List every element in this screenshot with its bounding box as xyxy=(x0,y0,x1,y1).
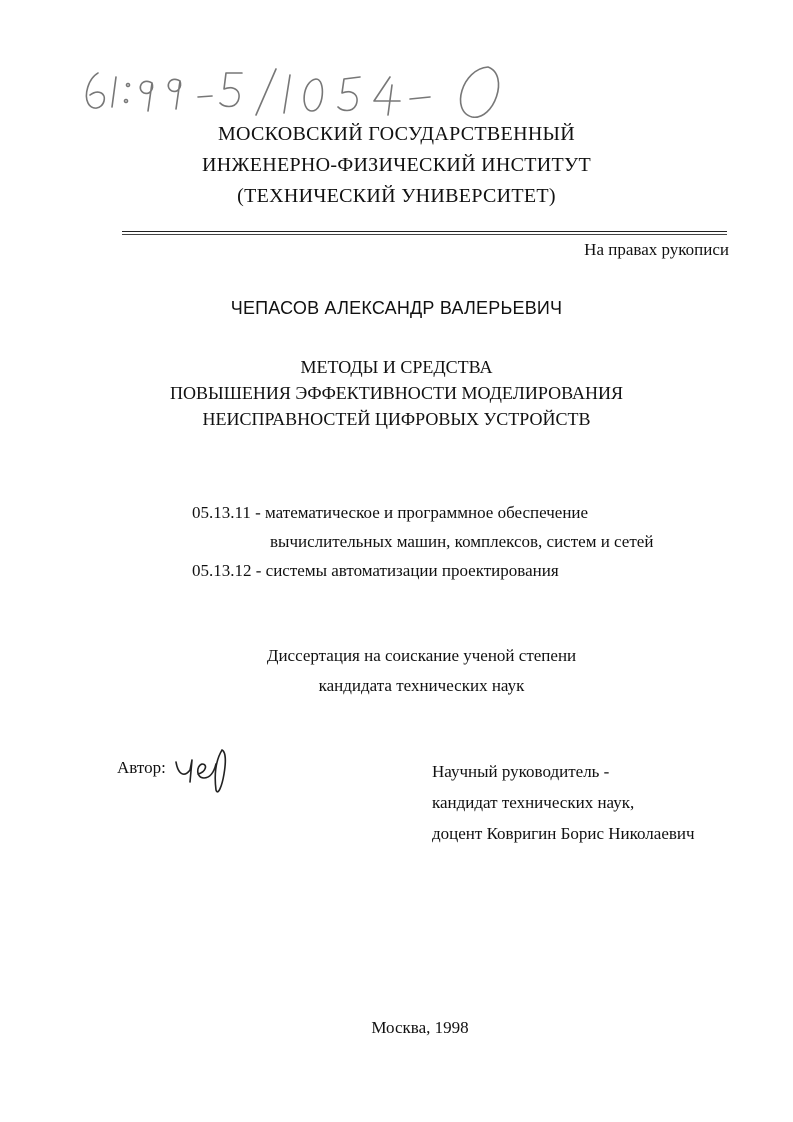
rights-note: На правах рукописи xyxy=(584,240,729,259)
title-line-2: ПОВЫШЕНИЯ ЭФФЕКТИВНОСТИ МОДЕЛИРОВАНИЯ xyxy=(170,383,623,403)
header-divider xyxy=(122,231,727,232)
header-divider-second xyxy=(122,234,727,235)
supervisor-line-2: кандидат технических наук, xyxy=(432,793,635,812)
title-line-1: МЕТОДЫ И СРЕДСТВА xyxy=(300,357,493,377)
specialty-line-2: вычислительных машин, комплексов, систем и сетей xyxy=(270,532,654,551)
supervisor-line-3: доцент Ковригин Борис Николаевич xyxy=(432,824,695,843)
institution-block xyxy=(0,119,793,212)
supervisor-line-1: Научный руководитель - xyxy=(432,762,610,781)
dissertation-degree xyxy=(0,641,793,701)
supervisor-block xyxy=(432,756,695,849)
institution-line-3: (ТЕХНИЧЕСКИЙ УНИВЕРСИТЕТ) xyxy=(237,185,556,207)
specialty-line-3: 05.13.12 - системы автоматизации проектирования xyxy=(192,561,559,580)
author-label: Автор: xyxy=(117,758,166,777)
specialties-block xyxy=(192,498,653,585)
degree-line-1: Диссертация на соискание ученой степени xyxy=(266,646,577,665)
title-line-3: НЕИСПРАВНОСТЕЙ ЦИФРОВЫХ УСТРОЙСТВ xyxy=(202,409,591,429)
author-signature xyxy=(170,744,240,800)
institution-line-1: МОСКОВСКИЙ ГОСУДАРСТВЕННЫЙ xyxy=(217,123,576,145)
specialty-line-1: 05.13.11 - математическое и программное обеспечение xyxy=(192,503,589,522)
author-name: ЧЕПАСОВ АЛЕКСАНДР ВАЛЕРЬЕВИЧ xyxy=(230,298,563,318)
degree-line-2: кандидата технических наук xyxy=(318,676,525,695)
dissertation-title xyxy=(0,354,793,432)
institution-line-2: ИНЖЕНЕРНО-ФИЗИЧЕСКИЙ ИНСТИТУТ xyxy=(201,154,592,176)
city-year: Москва, 1998 xyxy=(371,1018,469,1037)
